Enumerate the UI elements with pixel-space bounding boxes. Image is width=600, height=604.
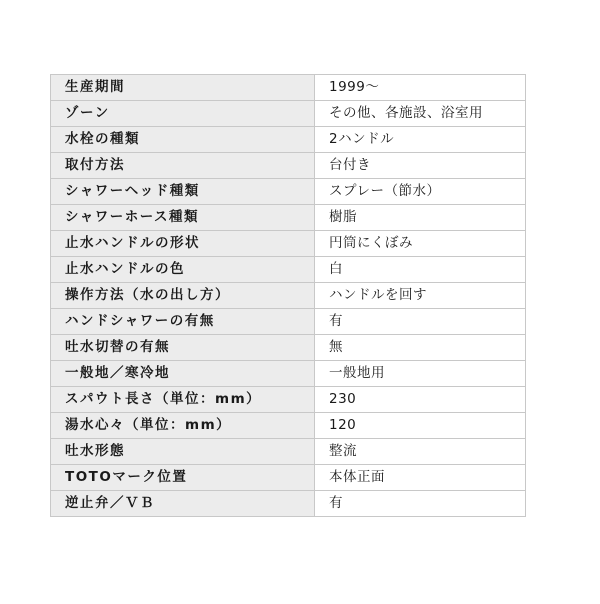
row-value: 円筒にくぼみ bbox=[315, 231, 526, 257]
table-row bbox=[51, 205, 526, 231]
row-value: 120 bbox=[315, 413, 526, 439]
row-value: 有 bbox=[315, 309, 526, 335]
row-value: 台付き bbox=[315, 153, 526, 179]
table-row bbox=[51, 491, 526, 517]
row-value: 1999〜 bbox=[315, 75, 526, 101]
table-row bbox=[51, 413, 526, 439]
table-row bbox=[51, 179, 526, 205]
row-value: 無 bbox=[315, 335, 526, 361]
table-row bbox=[51, 465, 526, 491]
row-label: スパウト長さ（単位：mm） bbox=[51, 387, 315, 413]
table-row bbox=[51, 257, 526, 283]
row-label: 湯水心々（単位：mm） bbox=[51, 413, 315, 439]
row-label: 逆止弁／ＶＢ bbox=[51, 491, 315, 517]
row-value: 整流 bbox=[315, 439, 526, 465]
row-label: 吐水切替の有無 bbox=[51, 335, 315, 361]
row-value: 樹脂 bbox=[315, 205, 526, 231]
table-row bbox=[51, 231, 526, 257]
row-value: 白 bbox=[315, 257, 526, 283]
row-value: 有 bbox=[315, 491, 526, 517]
row-value: 2ハンドル bbox=[315, 127, 526, 153]
row-label: 止水ハンドルの色 bbox=[51, 257, 315, 283]
row-value: スプレー（節水） bbox=[315, 179, 526, 205]
row-label: シャワーホース種類 bbox=[51, 205, 315, 231]
row-label: ハンドシャワーの有無 bbox=[51, 309, 315, 335]
row-label: 一般地／寒冷地 bbox=[51, 361, 315, 387]
row-label: 操作方法（水の出し方） bbox=[51, 283, 315, 309]
row-label: ゾーン bbox=[51, 101, 315, 127]
spec-table bbox=[50, 74, 526, 517]
row-value: 一般地用 bbox=[315, 361, 526, 387]
table-row bbox=[51, 387, 526, 413]
table-row bbox=[51, 283, 526, 309]
row-label: 取付方法 bbox=[51, 153, 315, 179]
row-label: TOTOマーク位置 bbox=[51, 465, 315, 491]
table-row bbox=[51, 101, 526, 127]
row-value: ハンドルを回す bbox=[315, 283, 526, 309]
row-value: その他、各施設、浴室用 bbox=[315, 101, 526, 127]
row-value: 本体正面 bbox=[315, 465, 526, 491]
table-row bbox=[51, 361, 526, 387]
row-label: 吐水形態 bbox=[51, 439, 315, 465]
row-label: 止水ハンドルの形状 bbox=[51, 231, 315, 257]
table-row bbox=[51, 75, 526, 101]
row-label: 水栓の種類 bbox=[51, 127, 315, 153]
table-row bbox=[51, 309, 526, 335]
table-row bbox=[51, 127, 526, 153]
row-value: 230 bbox=[315, 387, 526, 413]
table-row bbox=[51, 335, 526, 361]
table-row bbox=[51, 439, 526, 465]
row-label: 生産期間 bbox=[51, 75, 315, 101]
row-label: シャワーヘッド種類 bbox=[51, 179, 315, 205]
table-row bbox=[51, 153, 526, 179]
